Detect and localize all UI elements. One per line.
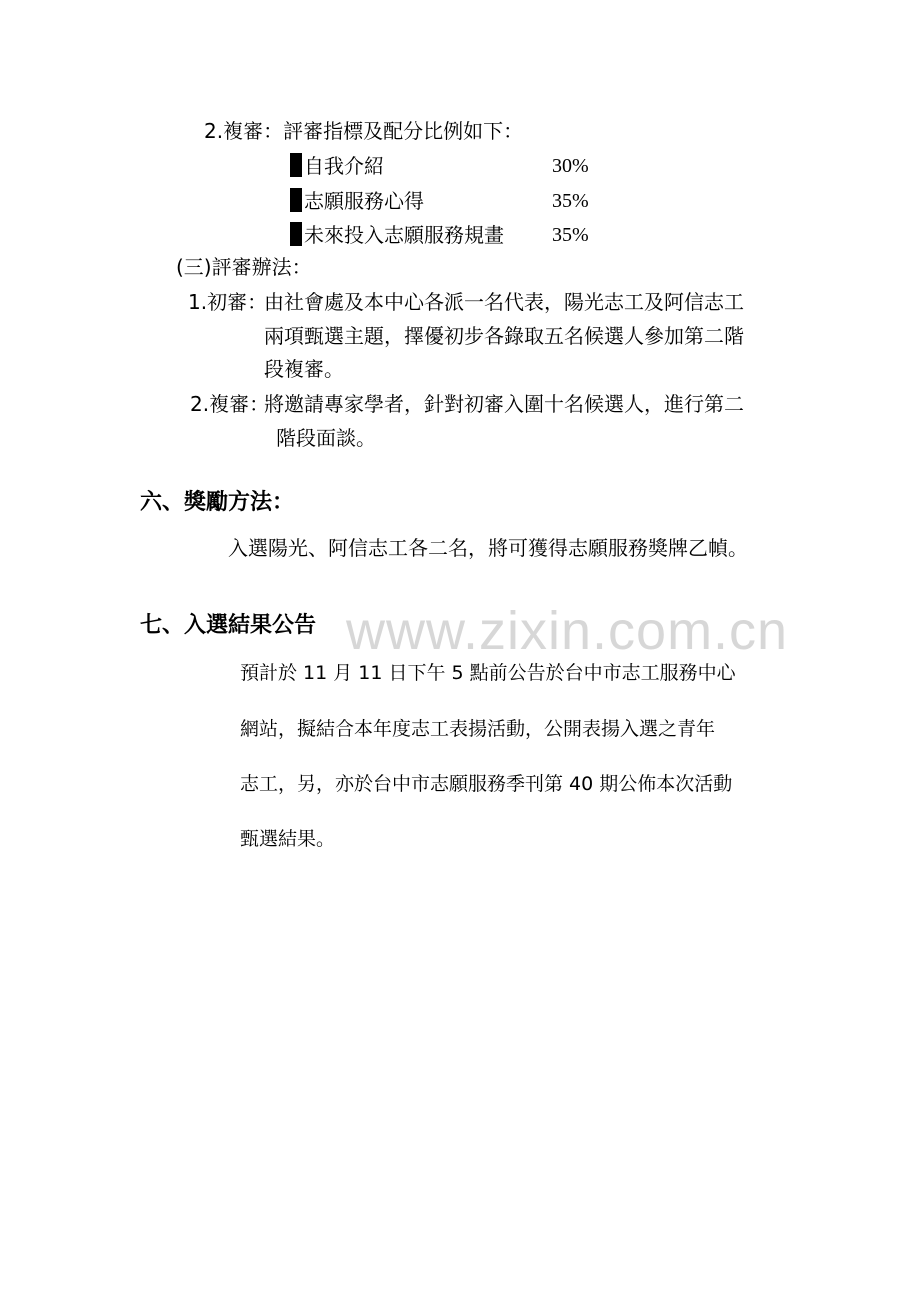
rewards-body: 入選陽光、阿信志工各二名，將可獲得志願服務獎牌乙幀。: [228, 536, 748, 560]
square-bullet-icon: [290, 188, 302, 212]
criteria-percent: 35%: [552, 224, 589, 246]
criteria-item: [290, 188, 424, 212]
criteria-percent: 30%: [552, 155, 589, 177]
criteria-label: 自我介紹: [304, 154, 384, 178]
results-line: 志工，另，亦於台中市志願服務季刊第 40 期公佈本次活動: [240, 773, 733, 795]
first-review-line: 段複審。: [264, 357, 344, 381]
review-method-heading: (三)評審辦法：: [176, 255, 312, 279]
first-review-line: 兩項甄選主題，擇優初步各錄取五名候選人參加第二階: [264, 324, 744, 348]
first-review-label: 1.初審：: [188, 290, 268, 314]
results-line: 預計於 11 月 11 日下午 5 點前公告於台中市志工服務中心: [240, 662, 736, 684]
first-review-line: 由社會處及本中心各派一名代表，陽光志工及阿信志工: [264, 290, 744, 314]
results-line: 甄選結果。: [240, 828, 336, 850]
second-review-label: 2.複審：: [190, 392, 270, 416]
criteria-item: [290, 153, 384, 177]
second-review-line: 階段面談。: [276, 426, 376, 450]
second-review-line: 將邀請專家學者，針對初審入圍十名候選人，進行第二: [264, 392, 744, 416]
square-bullet-icon: [290, 222, 302, 246]
criteria-label: 未來投入志願服務規畫: [304, 223, 504, 247]
section-heading-results: 七、入選結果公告: [140, 613, 317, 638]
criteria-item: [290, 222, 504, 246]
watermark: www.zixin.com.cn: [346, 601, 789, 661]
results-line: 網站，擬結合本年度志工表揚活動，公開表揚入選之青年: [240, 718, 716, 740]
criteria-percent: 35%: [552, 190, 589, 212]
criteria-label: 志願服務心得: [304, 189, 424, 213]
second-review-criteria-heading: 2.複審：評審指標及配分比例如下：: [204, 119, 524, 143]
square-bullet-icon: [290, 153, 302, 177]
section-heading-rewards: 六、獎勵方法：: [140, 490, 295, 515]
